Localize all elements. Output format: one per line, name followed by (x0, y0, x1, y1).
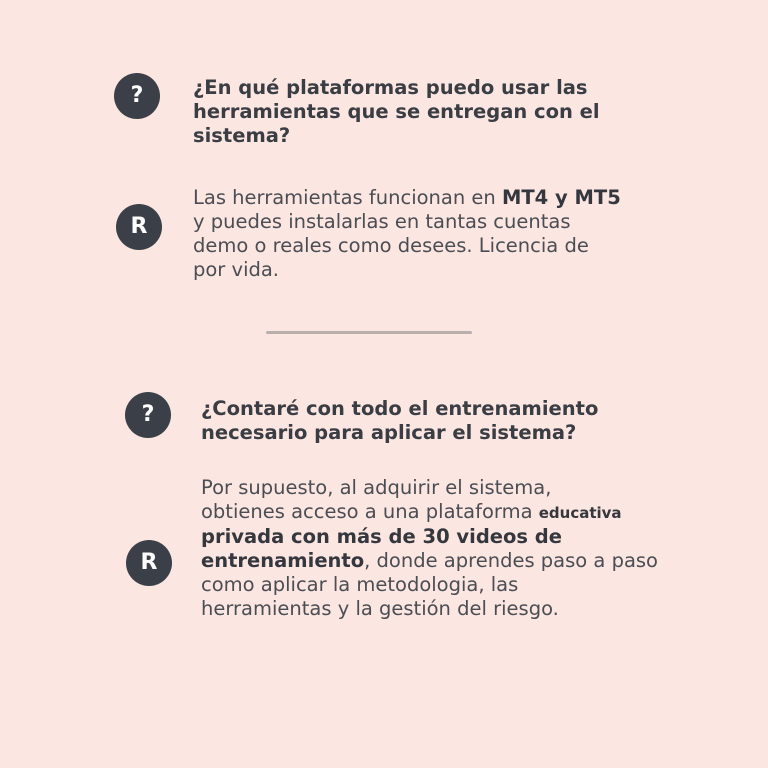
faq-question-1 (193, 76, 600, 148)
answer-line: y puedes instalarlas en tantas cuentas (193, 210, 571, 233)
answer-r-icon: R (126, 540, 172, 586)
question-line: herramientas que se entregan con el (193, 100, 600, 123)
question-mark-icon: ? (125, 392, 171, 438)
question-mark-icon: ? (114, 73, 160, 119)
answer-line: herramientas y la gestión del riesgo. (201, 597, 559, 620)
question-line: sistema? (193, 124, 291, 147)
answer-highlight: MT4 y MT5 (501, 186, 621, 209)
faq-question-2 (201, 397, 598, 445)
answer-line (201, 500, 658, 525)
question-line: necesario para aplicar el sistema? (201, 421, 577, 444)
answer-line: por vida. (193, 258, 280, 281)
answer-highlight: educativa (538, 504, 622, 522)
answer-r-icon: R (116, 204, 162, 250)
faq-answer-2 (201, 476, 658, 621)
question-line: ¿En qué plataformas puedo usar las (193, 76, 588, 99)
answer-highlight: entrenamiento (201, 549, 365, 572)
answer-line (201, 549, 658, 573)
answer-text: obtienes acceso a una plataforma (201, 500, 539, 523)
answer-line (193, 186, 621, 210)
question-line: ¿Contaré con todo el entrenamiento (201, 397, 599, 420)
answer-line: como aplicar la metodologia, las (201, 573, 519, 596)
answer-line: demo o reales como desees. Licencia de (193, 234, 589, 257)
answer-text: , donde aprendes paso a paso (364, 549, 658, 572)
answer-line (201, 525, 658, 549)
faq-answer-1 (193, 186, 621, 282)
answer-highlight: privada con más de 30 videos de (201, 525, 562, 548)
section-divider (266, 331, 472, 334)
answer-line: Por supuesto, al adquirir el sistema, (201, 476, 552, 499)
answer-text: Las herramientas funcionan en (193, 186, 502, 209)
